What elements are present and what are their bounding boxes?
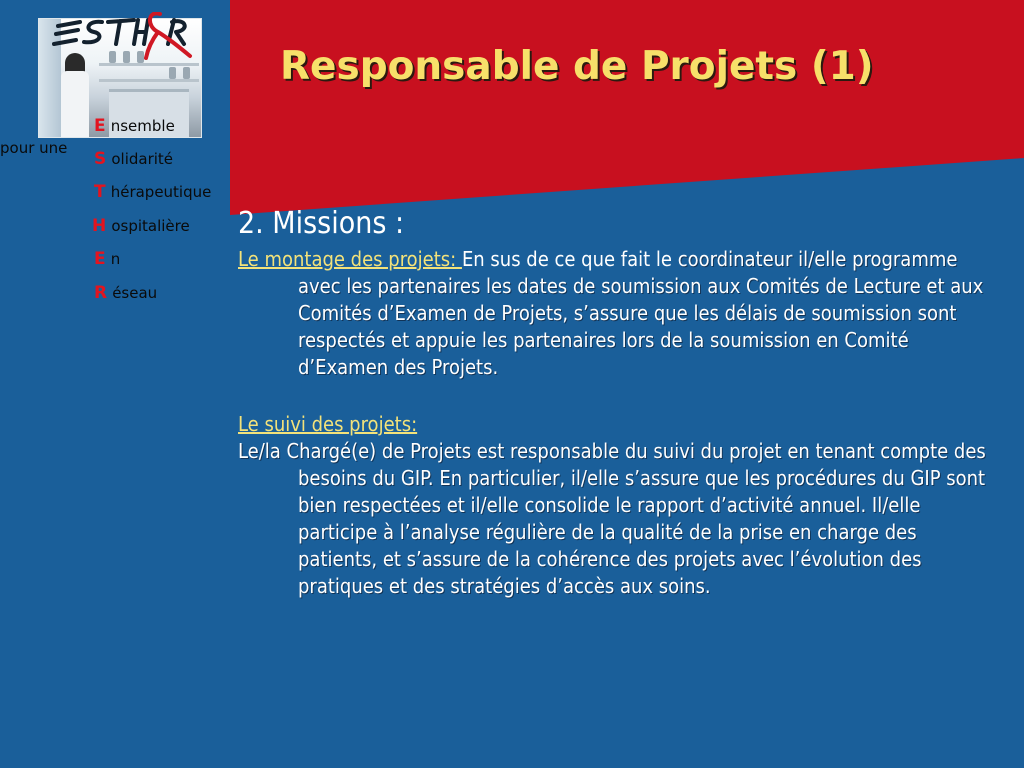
acronym-row [94,114,175,138]
acronym-row [94,180,211,204]
montage-link[interactable]: Le montage des projets: [238,247,462,271]
esther-logo [50,12,200,62]
suivi-body: Le/la Chargé(e) de Projets est responsable du suivi du projet en tenant compte des besoins du GIP. En particulier, il/elle s’assure que les procédures du GIP sont bien respectées et il/elle consolide le rapport d’activité annuel. Il/elle participe à l’analyse régulière de la qualité de la prise en charge des patients, et s’assure de la cohérence des projets avec l’évolution des pratiques et des stratégies d’accès aux soins. [238,439,986,598]
acronym-row [94,281,157,305]
acronym-word: hérapeutique [110,183,212,201]
bottle-shape [169,67,176,79]
spacer [238,381,988,411]
acronym-word: ospitalière [111,217,190,235]
montage-body: coordinateur il/elle programme avec les partenaires les dates de soumission aux Comités de Lecture et aux Comités d’Examen de Projets, s’assure que les délais de soumission sont respectés et appuie les partenaires lors de la soumission en Comité d’Examen des Projets. [298,247,984,379]
suivi-link[interactable]: Le suivi des projets: [238,412,418,436]
acronym-letter: S [94,149,107,169]
acronym-word: n [110,250,121,268]
slide-body [238,204,988,600]
acronym-letter: R [94,283,108,303]
acronym-word: nsemble [110,117,175,135]
slide-title: Responsable de Projets (1) [280,44,874,89]
nurse-coat [61,71,89,137]
bottle-shape [183,67,190,79]
logo-letter-h [134,20,148,44]
acronym-letter: H [92,216,107,236]
acronym-word: olidarité [111,150,174,168]
logo-letter-s [84,22,102,43]
acronym-letter: E [94,249,106,269]
montage-intro: En sus de ce que fait le [461,247,672,271]
shelf-shape [99,63,199,66]
logo-letter-t [108,20,134,44]
acronym-row [92,214,190,238]
acronym-row [94,247,120,271]
acronym-letter: E [94,116,106,136]
acronym-letter: T [94,182,106,202]
paragraph-montage [238,246,988,381]
red-ribbon-icon [146,13,190,58]
section-heading: 2. Missions : [238,206,405,241]
logo-letter-e [54,22,80,44]
acronym-row [94,147,173,171]
acronym-word: éseau [112,284,158,302]
shelf-shape [99,79,199,82]
logo-tagline: pour une [0,139,68,157]
